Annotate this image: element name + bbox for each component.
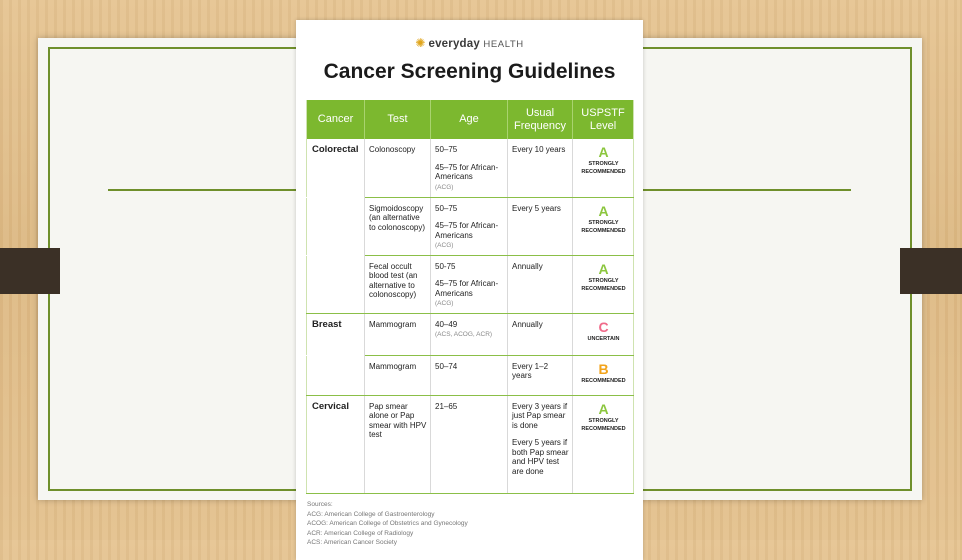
brand-word-everyday: everyday xyxy=(428,38,480,50)
sources-footnote xyxy=(307,500,637,548)
grade-label: RECOMMENDED xyxy=(581,377,626,384)
frequency-extra: Every 5 years if both Pap smear and HPV test are done xyxy=(512,438,569,476)
age-range xyxy=(431,197,508,255)
header-frequency-line2: Frequency xyxy=(514,119,566,132)
uspstf-grade xyxy=(573,355,634,395)
age-extra: 45–75 for African-Americans xyxy=(435,279,499,298)
usual-frequency: Every 5 years xyxy=(508,197,573,255)
header-uspstf-level xyxy=(573,100,634,139)
decorative-rule-left xyxy=(108,189,298,191)
usual-frequency: Annually xyxy=(508,313,573,355)
cancer-type: Colorectal xyxy=(307,139,365,197)
age-range: 50–74 xyxy=(431,355,508,395)
decorative-tab-right xyxy=(900,248,962,294)
header-frequency xyxy=(508,100,573,139)
grade-label: STRONGLY RECOMMENDED xyxy=(581,277,626,292)
grade-label: STRONGLY RECOMMENDED xyxy=(581,161,626,175)
grade-letter: A xyxy=(598,202,609,219)
test-name: Colonoscopy xyxy=(365,139,431,197)
age-extra: 45–75 for African-Americans xyxy=(435,162,499,181)
uspstf-grade xyxy=(573,255,634,313)
table-row xyxy=(307,395,634,493)
decorative-tab-left xyxy=(0,248,60,294)
uspstf-grade xyxy=(573,197,634,255)
test-name: Mammogram xyxy=(365,313,431,355)
header-test: Test xyxy=(365,100,431,139)
age-range xyxy=(431,139,508,197)
source-line: ACG: American College of Gastroenterology xyxy=(307,510,435,518)
grade-label: STRONGLY RECOMMENDED xyxy=(581,219,626,234)
cancer-type: Cervical xyxy=(307,395,365,493)
sources-heading: Sources: xyxy=(307,501,333,508)
uspstf-grade xyxy=(573,139,634,197)
header-frequency-line1: Usual xyxy=(525,106,555,119)
grade-letter: A xyxy=(598,144,609,160)
source-line: ACR: American College of Radiology xyxy=(307,529,414,537)
cancer-type xyxy=(307,197,365,255)
table-body xyxy=(307,139,634,493)
uspstf-grade xyxy=(573,395,634,493)
source-line: ACOG: American College of Obstetrics and Gynecology xyxy=(307,520,468,527)
grade-label: STRONGLY RECOMMENDED xyxy=(581,417,626,432)
brand-logo xyxy=(296,36,643,50)
cancer-type xyxy=(307,255,365,313)
grade-letter: A xyxy=(598,400,609,417)
age-source-note: (ACS, ACOG, ACR) xyxy=(435,331,493,338)
screening-table xyxy=(306,100,634,494)
test-name: Sigmoidoscopy (an alternative to colonoscopy) xyxy=(365,197,431,255)
infographic-title: Cancer Screening Guidelines xyxy=(323,60,616,83)
grade-letter: B xyxy=(598,360,609,377)
age-source-note: (ACG) xyxy=(435,300,454,307)
header-cancer: Cancer xyxy=(307,100,365,139)
header-age: Age xyxy=(431,100,508,139)
frequency-primary: Every 3 years if just Pap smear is done xyxy=(512,401,568,430)
grade-letter: A xyxy=(598,260,609,277)
age-extra: 45–75 for African-Americans xyxy=(435,221,499,240)
table-header-row xyxy=(307,100,634,139)
table-row xyxy=(307,139,634,197)
test-name: Mammogram xyxy=(365,355,431,395)
uspstf-grade xyxy=(573,313,634,355)
header-level-line1: USPSTF xyxy=(581,106,625,119)
table-row xyxy=(307,355,634,395)
brand-word-health: HEALTH xyxy=(483,39,524,50)
test-name: Fecal occult blood test (an alternative to colonoscopy) xyxy=(365,255,431,313)
table-row xyxy=(307,313,634,355)
test-name: Pap smear alone or Pap smear with HPV test xyxy=(365,395,431,493)
usual-frequency xyxy=(508,395,573,493)
grade-label: UNCERTAIN xyxy=(587,335,620,342)
table-row xyxy=(307,197,634,255)
age-primary: 50-75 xyxy=(435,261,456,271)
cancer-type: Breast xyxy=(307,313,365,355)
age-primary: 50–75 xyxy=(435,145,458,154)
usual-frequency: Annually xyxy=(508,255,573,313)
decorative-rule-right xyxy=(642,189,851,191)
cancer-type xyxy=(307,355,365,395)
usual-frequency: Every 10 years xyxy=(508,139,573,197)
usual-frequency: Every 1–2 years xyxy=(508,355,573,395)
sunburst-icon: ✺ xyxy=(415,36,426,50)
screening-infographic xyxy=(296,20,643,560)
age-primary: 50–75 xyxy=(435,203,458,213)
age-range: 21–65 xyxy=(431,395,508,493)
source-line: ACS: American Cancer Society xyxy=(307,539,397,546)
age-source-note: (ACG) xyxy=(435,183,454,191)
grade-letter: C xyxy=(598,318,609,335)
table-row xyxy=(307,255,634,313)
header-level-line2: Level xyxy=(589,119,617,132)
age-primary: 40–49 xyxy=(435,319,458,329)
age-range xyxy=(431,313,508,355)
age-source-note: (ACG) xyxy=(435,242,454,249)
age-range xyxy=(431,255,508,313)
